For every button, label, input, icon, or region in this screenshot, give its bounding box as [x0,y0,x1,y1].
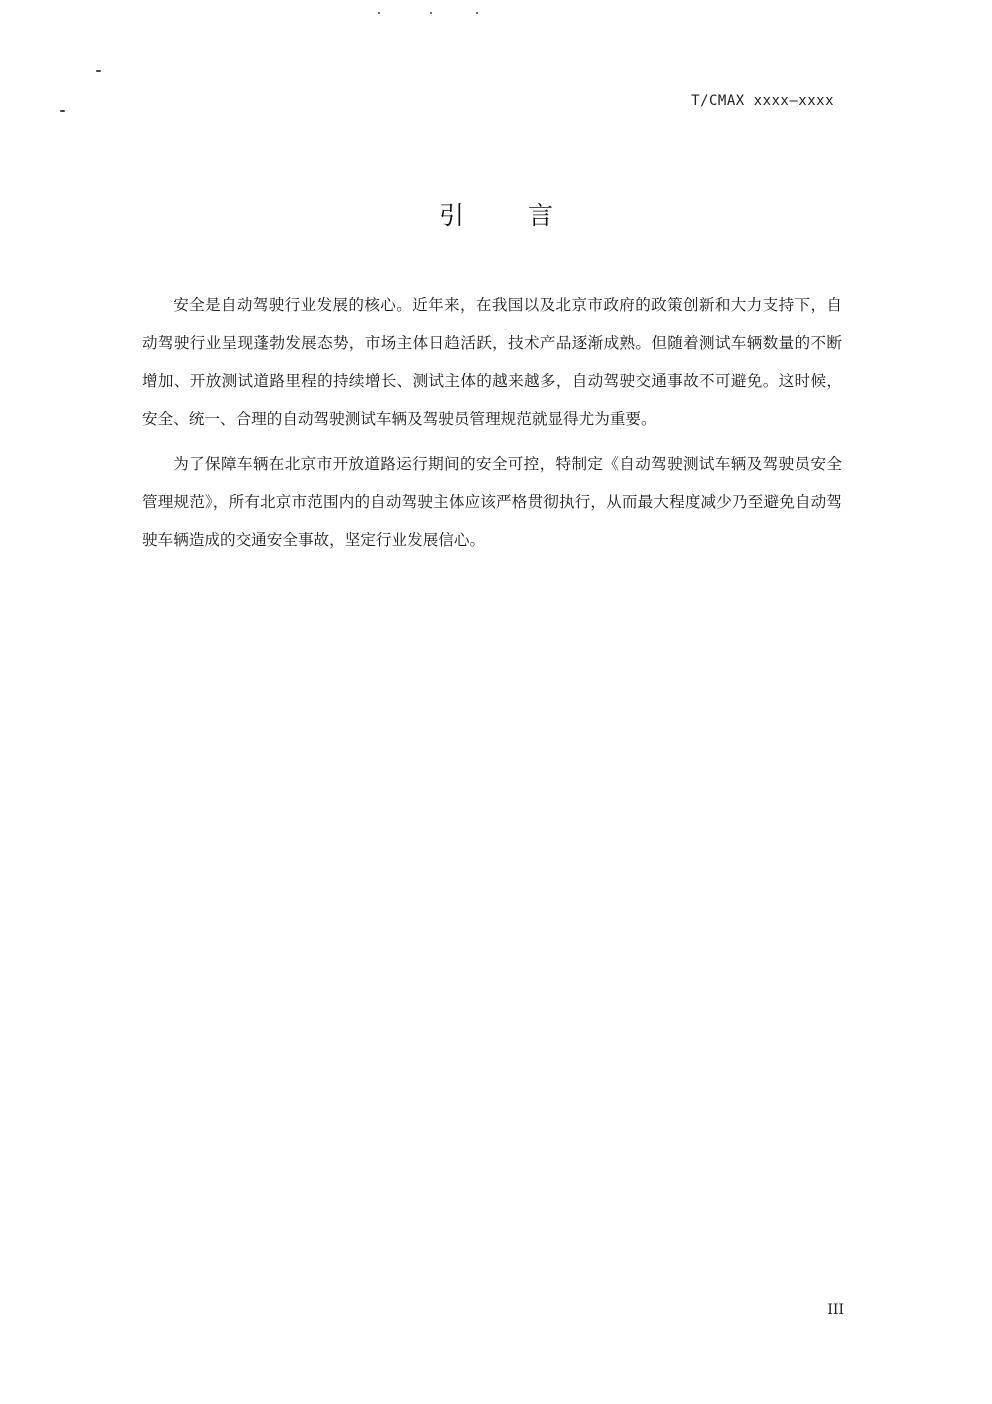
page-title: 引言 [438,201,617,230]
scan-speck [430,12,432,14]
paragraph: 为了保障车辆在北京市开放道路运行期间的安全可控，特制定《自动驾驶测试车辆及驾驶员安全管理规范》，所有北京市范围内的自动驾驶主体应该严格贯彻执行，从而最大程度减少乃至避免自动驾驶车辆造成的交通安全事故，坚定行业发展信心。 [142,455,842,549]
scan-speck [60,110,65,112]
scan-speck [476,12,478,14]
page-number: III [827,1302,844,1318]
paragraph: 安全是自动驾驶行业发展的核心。近年来，在我国以及北京市政府的政策创新和大力支持下，自动驾驶行业呈现蓬勃发展态势，市场主体日趋活跃，技术产品逐渐成熟。但随着测试车辆数量的不断增加、开放测试道路里程的持续增长、测试主体的越来越多，自动驾驶交通事故不可避免。这时候，安全、统一、合理的自动驾驶测试车辆及驾驶员管理规范就显得尤为重要。 [142,296,842,428]
introduction-body [142,286,842,566]
scan-speck [96,70,101,72]
scan-speck [378,12,380,14]
standard-code: T/CMAX xxxx—xxxx [691,93,834,109]
